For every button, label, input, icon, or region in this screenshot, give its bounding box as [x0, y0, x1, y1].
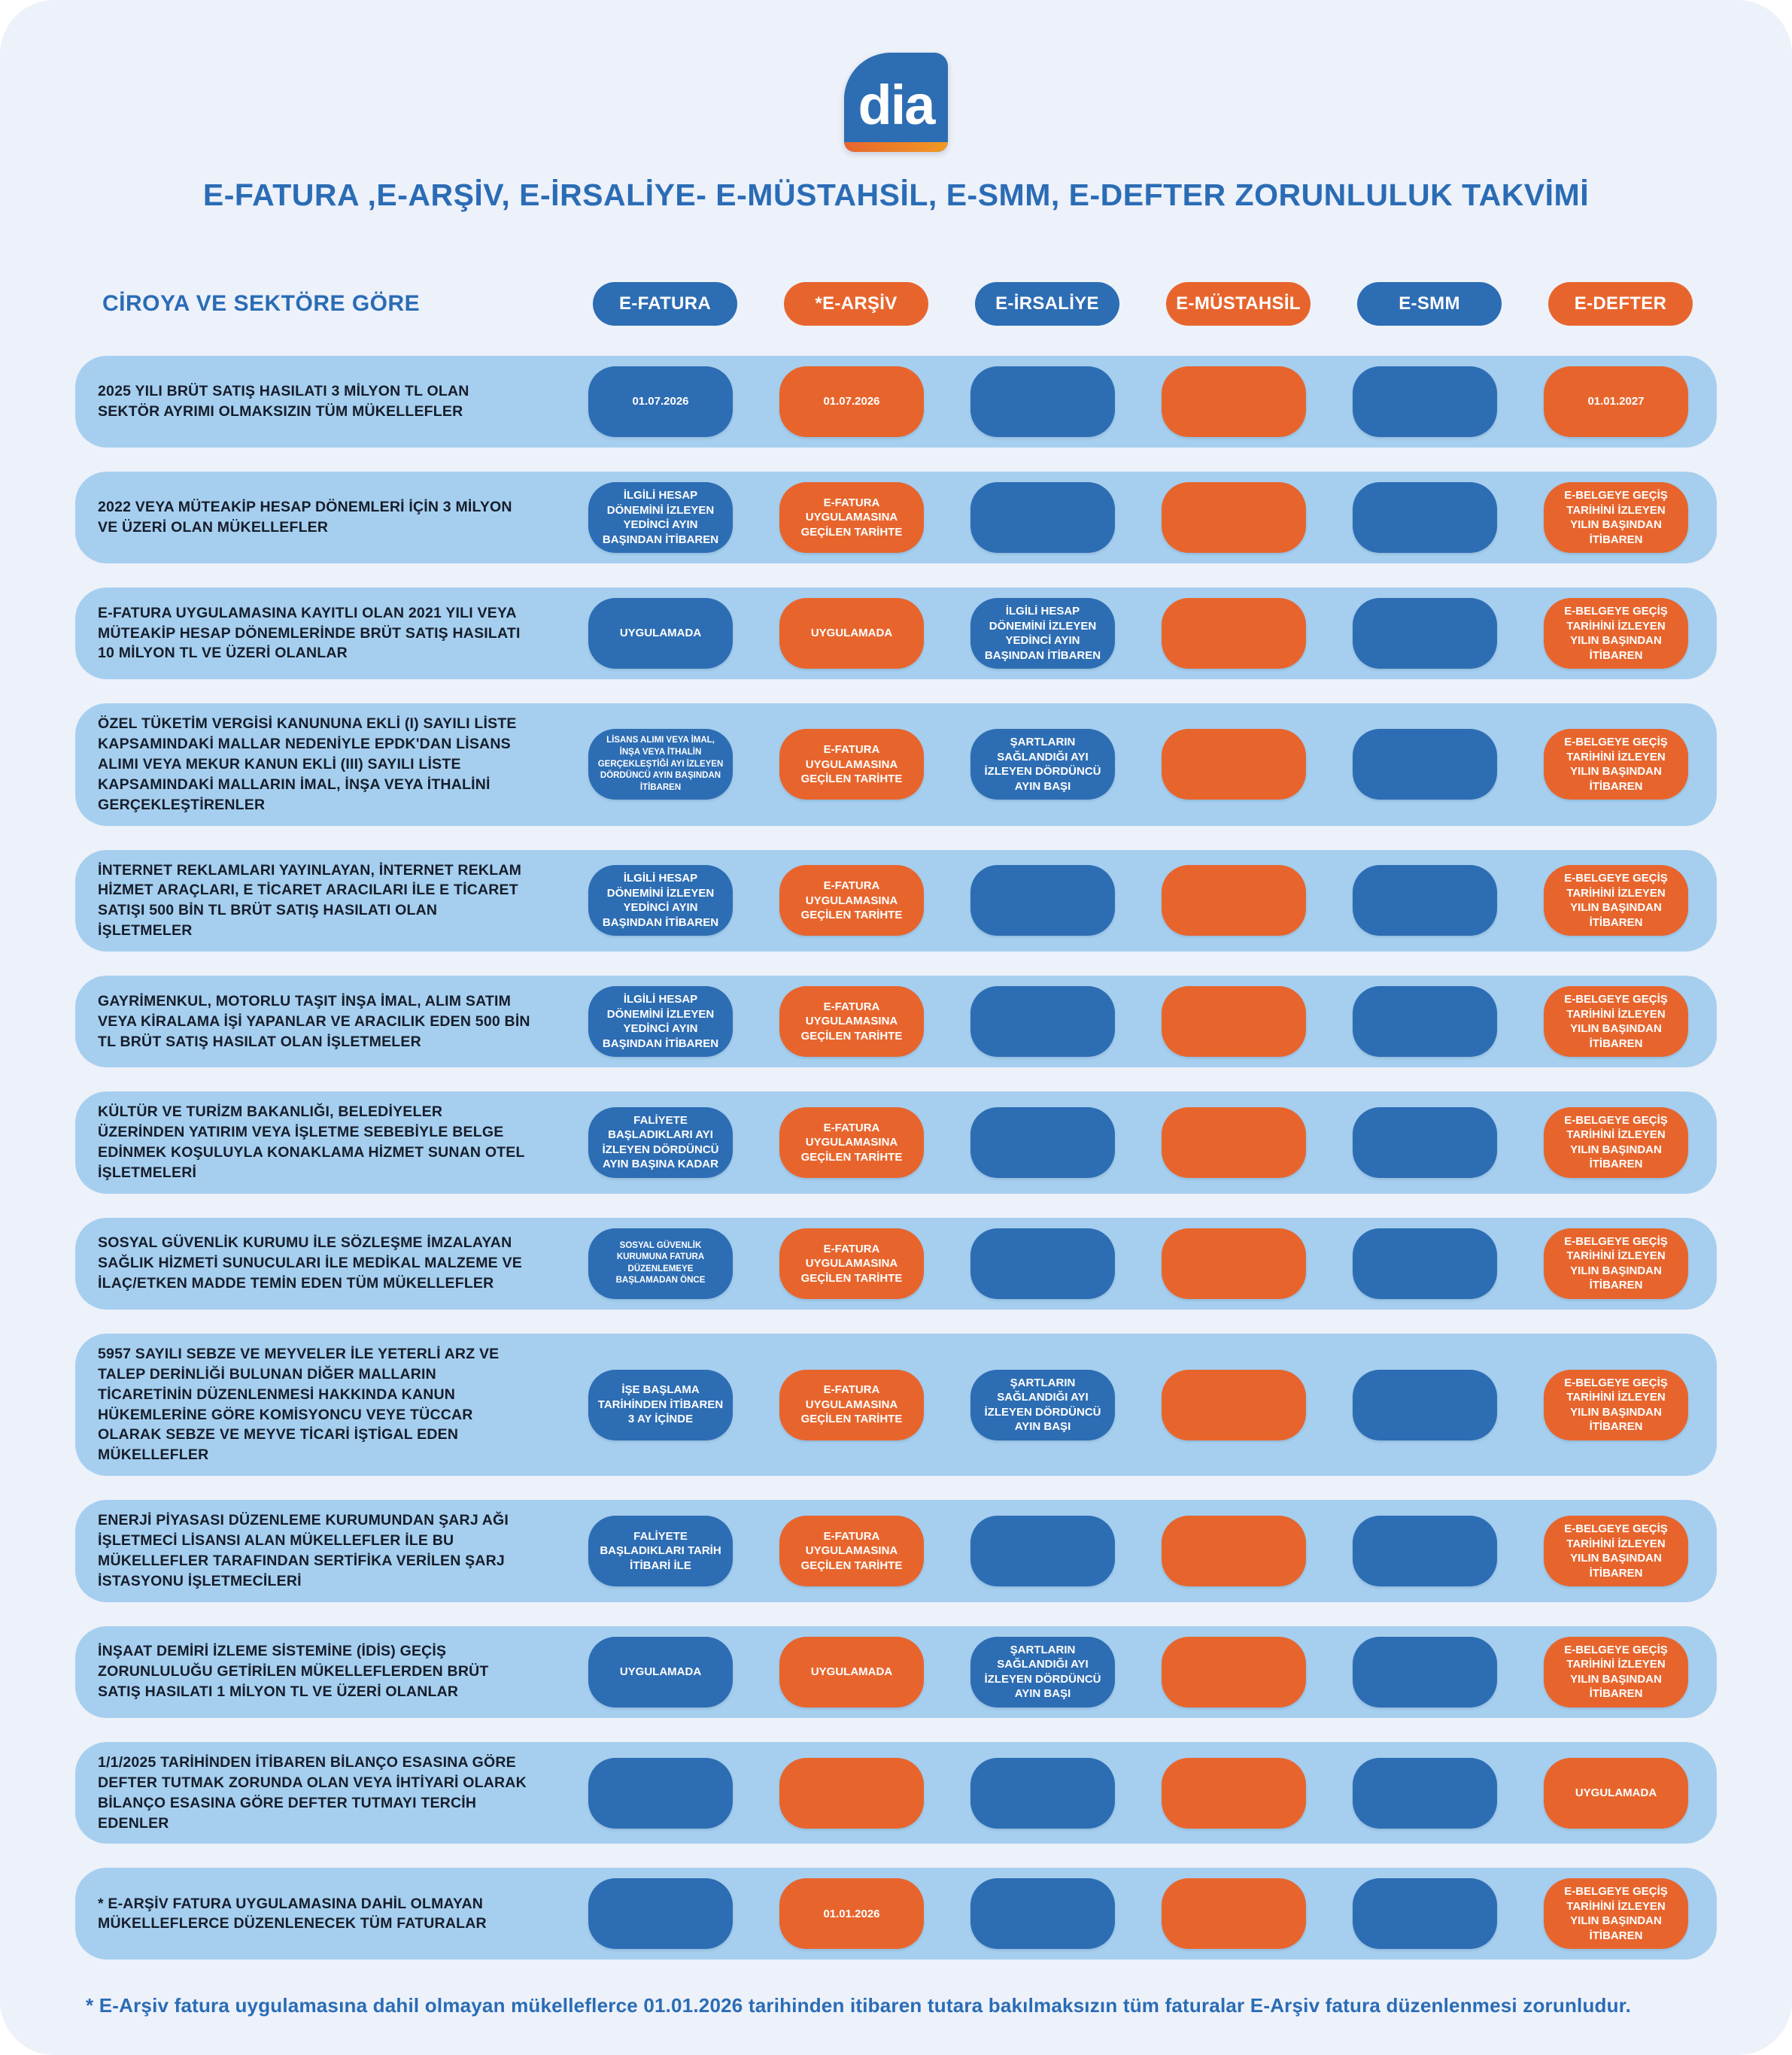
table-row [75, 850, 1717, 952]
cell [970, 1758, 1115, 1829]
cell: UYGULAMADA [588, 1637, 733, 1707]
logo-container [75, 53, 1717, 152]
cell [1353, 1516, 1497, 1586]
cell [1353, 1878, 1497, 1949]
table-row [75, 1500, 1717, 1602]
cell [1162, 598, 1306, 669]
cell: ŞARTLARIN SAĞLANDIĞI AYI İZLEYEN DÖRDÜNCÜ AYIN BAŞI [970, 729, 1115, 800]
cell [1353, 986, 1497, 1057]
table-row [75, 1334, 1717, 1476]
table-row [75, 356, 1717, 448]
cell: UYGULAMADA [779, 1637, 924, 1707]
cell: E-FATURA UYGULAMASINA GEÇİLEN TARİHTE [779, 986, 924, 1057]
cell [1353, 1370, 1497, 1440]
cell [970, 1228, 1115, 1299]
table-row [75, 472, 1717, 563]
row-label: 2025 YILI BRÜT SATIŞ HASILATI 3 MİLYON TL OLAN SEKTÖR AYRIMI OLMAKSIZIN TÜM MÜKELLEFLER [98, 383, 469, 420]
cell [1162, 729, 1306, 800]
cell: FALİYETE BAŞLADIKLARI TARİH İTİBARİ İLE [588, 1516, 733, 1586]
cell: E-BELGEYE GEÇİŞ TARİHİNİ İZLEYEN YILIN BAŞINDAN İTİBAREN [1544, 729, 1688, 800]
column-header-e-defter: E-DEFTER [1548, 282, 1693, 326]
cell: E-FATURA UYGULAMASINA GEÇİLEN TARİHTE [779, 1370, 924, 1440]
row-label: KÜLTÜR VE TURİZM BAKANLIĞI, BELEDİYELER ÜZERİNDEN YATIRIM VEYA İŞLETME SEBEBİYLE BELGE EDİNMEK KOŞULUYLA KONAKLAMA HİZMET SUNAN OTEL İŞLETMELERİ [98, 1103, 525, 1181]
cell [1162, 1228, 1306, 1299]
cell [1353, 1107, 1497, 1178]
cell [1353, 1637, 1497, 1707]
column-header-e-fatura: E-FATURA [593, 282, 737, 326]
row-label: GAYRİMENKUL, MOTORLU TAŞIT İNŞA İMAL, ALIM SATIM VEYA KİRALAMA İŞİ YAPANLAR VE ARACILIK EDEN 500 BİN TL BRÜT SATIŞ HASILAT OLAN İŞLETMELER [98, 992, 530, 1050]
cell [1353, 598, 1497, 669]
cell: İŞE BAŞLAMA TARİHİNDEN İTİBAREN 3 AY İÇİNDE [588, 1370, 733, 1440]
rows [75, 356, 1717, 1959]
cell [1353, 865, 1497, 936]
side-header-label: CİROYA VE SEKTÖRE GÖRE [102, 291, 421, 316]
cell: E-BELGEYE GEÇİŞ TARİHİNİ İZLEYEN YILIN BAŞINDAN İTİBAREN [1544, 598, 1688, 669]
dia-logo [844, 53, 948, 152]
table-row [75, 1218, 1717, 1310]
cell: E-BELGEYE GEÇİŞ TARİHİNİ İZLEYEN YILIN BAŞINDAN İTİBAREN [1544, 1637, 1688, 1707]
cell [1162, 366, 1306, 437]
table-row [75, 587, 1717, 679]
table-header-row [80, 282, 1712, 326]
row-label: İNŞAAT DEMİRİ İZLEME SİSTEMİNE (İDİS) GEÇİŞ ZORUNLULUĞU GETİRİLEN MÜKELLEFLERDEN BRÜT SATIŞ HASILATI 1 MİLYON TL VE ÜZERİ OLANLAR [98, 1643, 489, 1701]
cell: 01.07.2026 [588, 366, 733, 437]
footer-note: * E-Arşiv fatura uygulamasına dahil olmayan mükelleflerce 01.01.2026 tarihinden itibaren tutara bakılmaksızın tüm faturalar E-Arşiv fatura düzenlenmesi zorunludur. [86, 1994, 1632, 2017]
cell: ŞARTLARIN SAĞLANDIĞI AYI İZLEYEN DÖRDÜNCÜ AYIN BAŞI [970, 1637, 1115, 1707]
cell: 01.01.2027 [1544, 366, 1688, 437]
cell [1353, 482, 1497, 553]
cell [1353, 1228, 1497, 1299]
table-row [75, 1091, 1717, 1194]
cell [588, 1758, 733, 1829]
table-row [75, 1742, 1717, 1844]
table-row [75, 703, 1717, 826]
cell: E-BELGEYE GEÇİŞ TARİHİNİ İZLEYEN YILIN BAŞINDAN İTİBAREN [1544, 1228, 1688, 1299]
row-label: 2022 VEYA MÜTEAKİP HESAP DÖNEMLERİ İÇİN 3 MİLYON VE ÜZERİ OLAN MÜKELLEFLER [98, 499, 512, 536]
row-label: ÖZEL TÜKETİM VERGİSİ KANUNUNA EKLİ (I) SAYILI LİSTE KAPSAMINDAKİ MALLAR NEDENİYLE EPDK'DAN LİSANS ALIMI VEYA MEKUR KANUN EKLİ (III) SAYILI LİSTE KAPSAMINDAKİ MALLARIN İMAL, İNŞA VEYA İTHALİNİ GERÇEKLEŞTİRENLER [98, 715, 517, 813]
cell [779, 1758, 924, 1829]
dia-logo-text: dia [858, 73, 934, 136]
cell [1162, 1516, 1306, 1586]
row-label: E-FATURA UYGULAMASINA KAYITLI OLAN 2021 YILI VEYA MÜTEAKİP HESAP DÖNEMLERİNDE BRÜT SATIŞ HASILATI 10 MİLYON TL VE ÜZERİ OLANLAR [98, 604, 521, 662]
cell [970, 366, 1115, 437]
dia-logo-orange-bar [844, 142, 948, 152]
cell [1353, 366, 1497, 437]
cell: İLGİLİ HESAP DÖNEMİNİ İZLEYEN YEDİNCİ AYIN BAŞINDAN İTİBAREN [588, 865, 733, 936]
row-label: 5957 SAYILI SEBZE VE MEYVELER İLE YETERLİ ARZ VE TALEP DERİNLİĞİ BULUNAN DİĞER MALLARIN TİCARETİNİN DÜZENLENMESİ HAKKINDA KANUN HÜKEMLERİNE GÖRE KOMİSYONCU VEYE TÜCCAR OLARAK SEBZE VE MEYVE TİCARİ İŞTİGAL EDEN MÜKELLEFLER [98, 1345, 500, 1464]
cell: E-BELGEYE GEÇİŞ TARİHİNİ İZLEYEN YILIN BAŞINDAN İTİBAREN [1544, 1107, 1688, 1178]
page-title: E-FATURA ,E-ARŞİV, E-İRSALİYE- E-MÜSTAHSİL, E-SMM, E-DEFTER ZORUNLULUK TAKVİMİ [202, 178, 1590, 212]
row-label: ENERJİ PİYASASI DÜZENLEME KURUMUNDAN ŞARJ AĞI İŞLETMECİ LİSANSI ALAN MÜKELLEFLER İLE BU MÜKELLEFLER TARAFINDAN SERTİFİKA VERİLEN ŞARJ İSTASYONU İŞLETMECİLERİ [98, 1512, 509, 1589]
cell [970, 986, 1115, 1057]
cell: İLGİLİ HESAP DÖNEMİNİ İZLEYEN YEDİNCİ AYIN BAŞINDAN İTİBAREN [588, 482, 733, 553]
cell: İLGİLİ HESAP DÖNEMİNİ İZLEYEN YEDİNCİ AYIN BAŞINDAN İTİBAREN [970, 598, 1115, 669]
row-label: SOSYAL GÜVENLİK KURUMU İLE SÖZLEŞME İMZALAYAN SAĞLIK HİZMETİ SUNUCULARI İLE MEDİKAL MALZEME VE İLAÇ/ETKEN MADDE TEMİN EDEN TÜM MÜKELLEFLER [98, 1234, 522, 1292]
cell: E-BELGEYE GEÇİŞ TARİHİNİ İZLEYEN YILIN BAŞINDAN İTİBAREN [1544, 986, 1688, 1057]
cell: 01.01.2026 [779, 1878, 924, 1949]
row-label: 1/1/2025 TARİHİNDEN İTİBAREN BİLANÇO ESASINA GÖRE DEFTER TUTMAK ZORUNDA OLAN VEYA İHTİYARİ OLARAK BİLANÇO ESASINA GÖRE DEFTER TUTMAYI TERCİH EDENLER [98, 1753, 527, 1832]
cell [1162, 986, 1306, 1057]
cell [970, 1107, 1115, 1178]
cell: E-FATURA UYGULAMASINA GEÇİLEN TARİHTE [779, 1516, 924, 1586]
cell [588, 1878, 733, 1949]
cell [970, 482, 1115, 553]
column-header-e-arsiv: *E-ARŞİV [784, 282, 928, 326]
cell [1162, 1637, 1306, 1707]
cell: 01.07.2026 [779, 366, 924, 437]
cell: E-FATURA UYGULAMASINA GEÇİLEN TARİHTE [779, 482, 924, 553]
cell [1353, 729, 1497, 800]
column-header-e-irsaliye: E-İRSALİYE [975, 282, 1119, 326]
cell: E-BELGEYE GEÇİŞ TARİHİNİ İZLEYEN YILIN BAŞINDAN İTİBAREN [1544, 1516, 1688, 1586]
cell: SOSYAL GÜVENLİK KURUMUNA FATURA DÜZENLEMEYE BAŞLAMADAN ÖNCE [588, 1228, 733, 1299]
table-row [75, 1868, 1717, 1959]
cell: E-BELGEYE GEÇİŞ TARİHİNİ İZLEYEN YILIN BAŞINDAN İTİBAREN [1544, 482, 1688, 553]
table-row [75, 1626, 1717, 1718]
table-row [75, 976, 1717, 1067]
cell: E-FATURA UYGULAMASINA GEÇİLEN TARİHTE [779, 729, 924, 800]
cell: E-BELGEYE GEÇİŞ TARİHİNİ İZLEYEN YILIN BAŞINDAN İTİBAREN [1544, 1370, 1688, 1440]
cell [1353, 1758, 1497, 1829]
cell: UYGULAMADA [1544, 1758, 1688, 1829]
cell: E-BELGEYE GEÇİŞ TARİHİNİ İZLEYEN YILIN BAŞINDAN İTİBAREN [1544, 1878, 1688, 1949]
cell [1162, 1107, 1306, 1178]
cell: ŞARTLARIN SAĞLANDIĞI AYI İZLEYEN DÖRDÜNCÜ AYIN BAŞI [970, 1370, 1115, 1440]
cell [1162, 865, 1306, 936]
cell [970, 865, 1115, 936]
cell [1162, 482, 1306, 553]
cell: E-FATURA UYGULAMASINA GEÇİLEN TARİHTE [779, 1107, 924, 1178]
cell: E-BELGEYE GEÇİŞ TARİHİNİ İZLEYEN YILIN BAŞINDAN İTİBAREN [1544, 865, 1688, 936]
cell [970, 1878, 1115, 1949]
cell [1162, 1370, 1306, 1440]
cell: LİSANS ALIMI VEYA İMAL, İNŞA VEYA İTHALİN GERÇEKLEŞTİĞİ AYI İZLEYEN DÖRDÜNCÜ AYIN BAŞINDAN İTİBAREN [588, 729, 733, 800]
row-label: * E-ARŞİV FATURA UYGULAMASINA DAHİL OLMAYAN MÜKELLEFLERCE DÜZENLENECEK TÜM FATURALAR [98, 1895, 487, 1932]
cell [970, 1516, 1115, 1586]
cell: UYGULAMADA [588, 598, 733, 669]
cell [1162, 1758, 1306, 1829]
row-label: İNTERNET REKLAMLARI YAYINLAYAN, İNTERNET REKLAM HİZMET ARAÇLARI, E TİCARET ARACILARI İLE E TİCARET SATIŞI 500 BİN TL BRÜT SATIŞ HASILATI OLAN İŞLETMELER [98, 861, 522, 939]
cell: E-FATURA UYGULAMASINA GEÇİLEN TARİHTE [779, 1228, 924, 1299]
cell: İLGİLİ HESAP DÖNEMİNİ İZLEYEN YEDİNCİ AYIN BAŞINDAN İTİBAREN [588, 986, 733, 1057]
column-header-e-mustahsil: E-MÜSTAHSİL [1166, 282, 1311, 326]
cell [1162, 1878, 1306, 1949]
cell: UYGULAMADA [779, 598, 924, 669]
column-header-e-smm: E-SMM [1357, 282, 1502, 326]
cell: E-FATURA UYGULAMASINA GEÇİLEN TARİHTE [779, 865, 924, 936]
cell: FALİYETE BAŞLADIKLARI AYI İZLEYEN DÖRDÜNCÜ AYIN BAŞINA KADAR [588, 1107, 733, 1178]
